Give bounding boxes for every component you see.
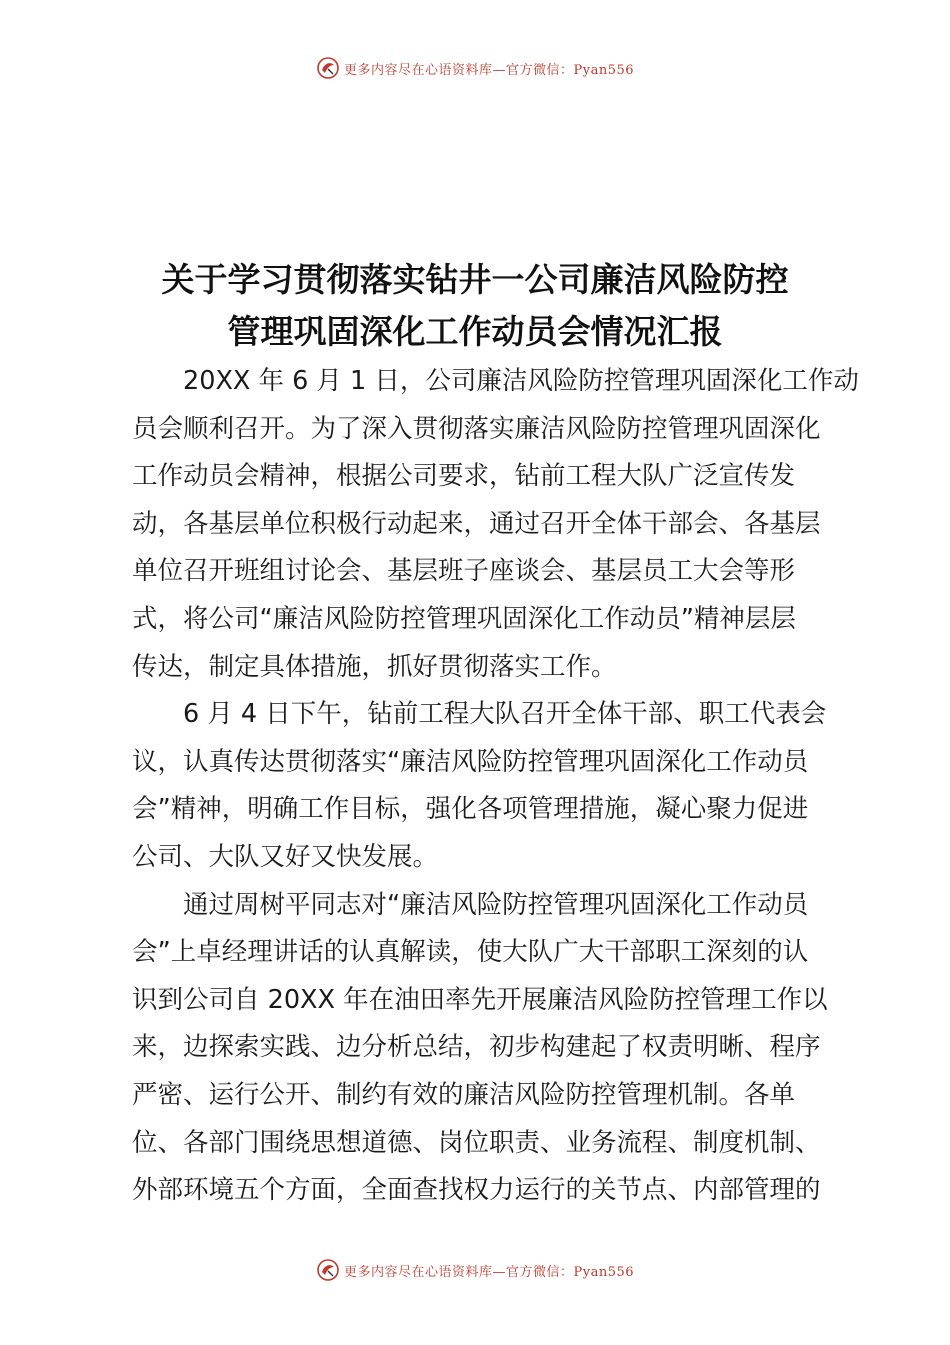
text-line: 6 月 4 日下午，钻前工程大队召开全体干部、职工代表会 [183, 699, 827, 730]
text-line: 公司、大队又好又快发展。 [132, 841, 439, 872]
text-line: 式，将公司“廉洁风险防控管理巩固深化工作动员”精神层层 [132, 603, 796, 634]
text-line: 会”精神，明确工作目标，强化各项管理措施，凝心聚力促进 [132, 794, 809, 825]
text-line: 工作动员会精神，根据公司要求，钻前工程大队广泛宣传发 [132, 461, 796, 492]
text-line: 员会顺利召开。为了深入贯彻落实廉洁风险防控管理巩固深化 [132, 413, 821, 444]
text-line: 识到公司自 20XX 年在油田率先开展廉洁风险防控管理工作以 [132, 984, 828, 1015]
title-line: 关于学习贯彻落实钻井一公司廉洁风险防控 [161, 260, 789, 299]
text-line: 传达，制定具体措施，抓好贯彻落实工作。 [132, 651, 617, 682]
paragraph-2 [132, 691, 852, 881]
document-title [60, 254, 890, 358]
paragraph-1 [132, 358, 859, 691]
text-line: 单位召开班组讨论会、基层班子座谈会、基层员工大会等形 [132, 556, 796, 587]
text-line: 来，边探索实践、边分析总结，初步构建起了权责明晰、程序 [132, 1032, 821, 1063]
header-watermark-banner [0, 54, 950, 82]
footer-watermark-text: 更多内容尽在心语资料库—官方微信：Pyan556 [343, 1264, 635, 1280]
text-line: 会”上卓经理讲话的认真解读，使大队广大干部职工深刻的认 [132, 937, 809, 968]
text-line: 通过周树平同志对“廉洁风险防控管理巩固深化工作动员 [183, 889, 809, 920]
text-line: 位、各部门围绕思想道德、岗位职责、业务流程、制度机制、 [132, 1127, 821, 1158]
text-line: 议，认真传达贯彻落实“廉洁风险防控管理巩固深化工作动员 [132, 746, 809, 777]
brand-logo-icon [316, 1258, 340, 1282]
text-line: 严密、运行公开、制约有效的廉洁风险防控管理机制。各单 [132, 1079, 796, 1110]
header-watermark-text: 更多内容尽在心语资料库—官方微信：Pyan556 [343, 62, 635, 78]
text-line: 20XX 年 6 月 1 日，公司廉洁风险防控管理巩固深化工作动 [183, 366, 859, 396]
text-line: 外部环境五个方面，全面查找权力运行的关节点、内部管理的 [132, 1175, 821, 1206]
brand-logo-icon [316, 56, 340, 80]
title-line: 管理巩固深化工作动员会情况汇报 [227, 312, 723, 351]
document-body [132, 358, 859, 1215]
footer-watermark-banner [0, 1256, 950, 1284]
text-line: 动，各基层单位积极行动起来，通过召开全体干部会、各基层 [132, 508, 821, 539]
paragraph-3 [132, 882, 852, 1215]
